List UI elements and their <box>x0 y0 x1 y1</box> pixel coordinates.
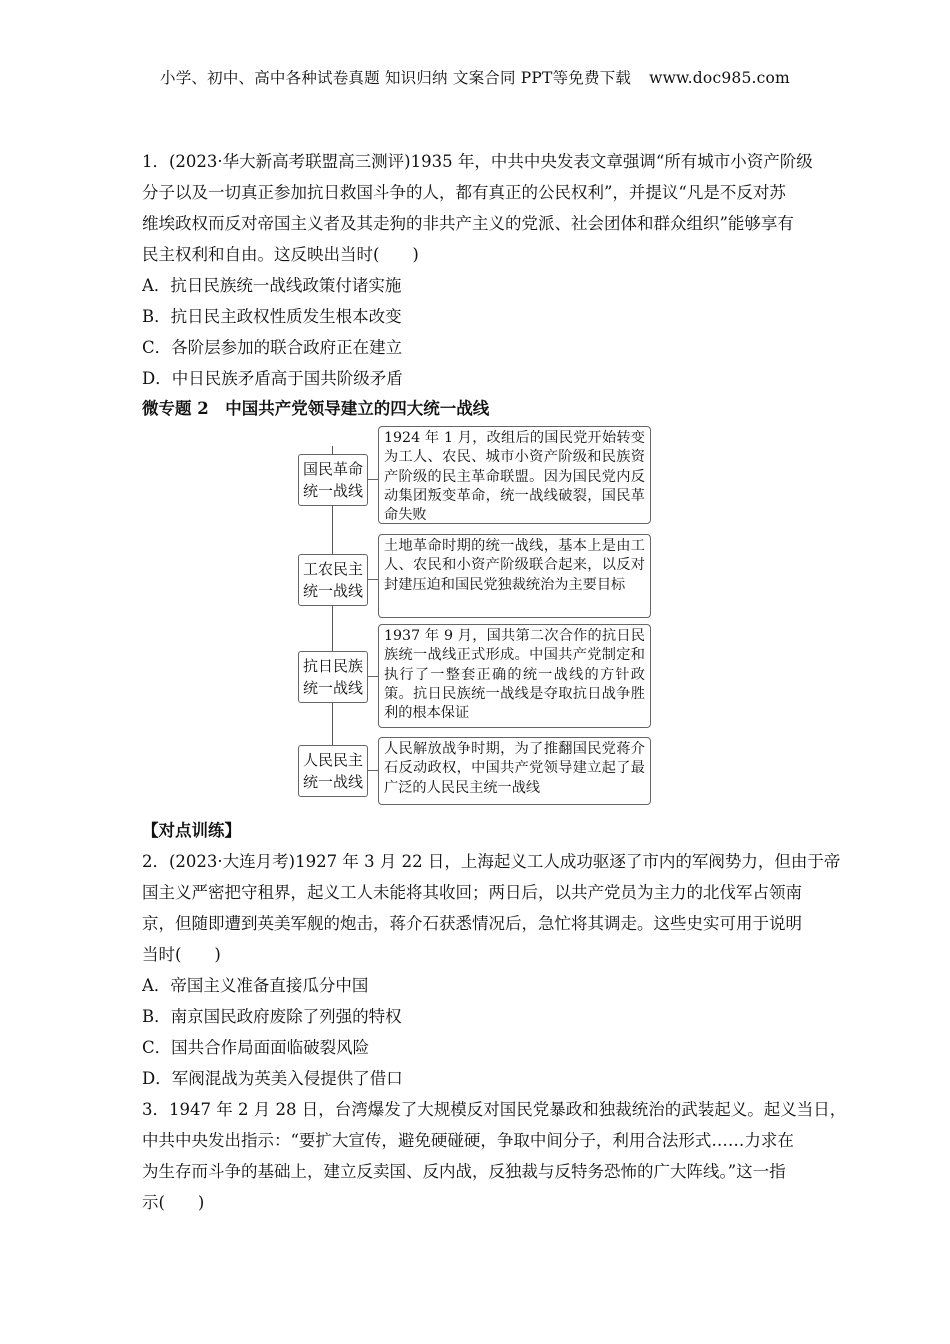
diagram-box-1: 1924 年 1 月，改组后的国民党开始转变为工人、农民、城市小资产阶级和民族资产阶级的民主革命联盟。因为国民党内反动集团叛变革命，统一战线破裂，国民革命失败 <box>378 426 651 524</box>
q1-option-d: D．中日民族矛盾高于国共阶级矛盾 <box>142 369 403 388</box>
diagram-box-3: 1937 年 9 月，国共第二次合作的抗日民族统一战线正式形成。中国共产党制定和执行了一整套正确的统一战线的方针政策。抗日民族统一战线是夺取抗日战争胜利的根本保证 <box>378 624 651 728</box>
header-site-link[interactable]: www.doc985.com <box>649 69 790 87</box>
q1-line-3: 维埃政权而反对帝国主义者及其走狗的非共产主义的党派、社会团体和群众组织”能够享有 <box>142 214 794 233</box>
diagram-box-4: 人民解放战争时期，为了推翻国民党蒋介石反动政权，中国共产党领导建立起了最广泛的人民民主统一战线 <box>378 737 651 805</box>
q3-line-4: 示( ) <box>142 1193 205 1212</box>
q2-line-1: 2．(2023·大连月考)1927 年 3 月 22 日，上海起义工人成功驱逐了市内的军阀势力，但由于帝 <box>142 852 841 871</box>
q2-line-2: 国主义严密把守租界，起义工人未能将其收回；两日后，以共产党员为主力的北伐军占领南 <box>142 883 802 902</box>
diagram-connector-3 <box>368 676 378 677</box>
training-title: 【对点训练】 <box>142 821 241 840</box>
q3-line-1: 3．1947 年 2 月 28 日，台湾爆发了大规模反对国民党暴政和独裁统治的武装起义。起义当日， <box>142 1100 847 1119</box>
page-header <box>0 66 950 88</box>
q3-line-2: 中共中央发出指示：“要扩大宣传，避免硬碰硬，争取中间分子，利用合法形式……力求在 <box>142 1131 794 1150</box>
diagram-label-3: 抗日民族统一战线 <box>298 651 368 703</box>
diagram-label-1: 国民革命统一战线 <box>298 454 368 506</box>
q1-line-1: 1．(2023·华大新高考联盟高三测评)1935 年，中共中央发表文章强调“所有城市小资产阶级 <box>142 152 813 171</box>
diagram-label-2: 工农民主统一战线 <box>298 554 368 606</box>
q2-line-4: 当时( ) <box>142 945 221 964</box>
q3-line-3: 为生存而斗争的基础上，建立反卖国、反内战，反独裁与反特务恐怖的广大阵线。”这一指 <box>142 1162 786 1181</box>
diagram-connector-4 <box>368 770 378 771</box>
q1-line-4: 民主权利和自由。这反映出当时( ) <box>142 245 419 264</box>
q1-line-2: 分子以及一切真正参加抗日救国斗争的人，都有真正的公民权利”，并提议“凡是不反对苏 <box>142 183 786 202</box>
q2-option-c: C．国共合作局面面临破裂风险 <box>142 1038 370 1057</box>
q2-option-a: A．帝国主义准备直接瓜分中国 <box>142 976 369 995</box>
q2-option-d: D．军阀混战为英美入侵提供了借口 <box>142 1069 403 1088</box>
header-text: 小学、初中、高中各种试卷真题 知识归纳 文案合同 PPT等免费下载 <box>160 69 632 87</box>
diagram-connector-2 <box>368 579 378 580</box>
united-front-diagram <box>296 424 656 808</box>
q1-option-a: A．抗日民族统一战线政策付诸实施 <box>142 276 402 295</box>
section-title: 微专题 2 中国共产党领导建立的四大统一战线 <box>142 399 490 418</box>
q2-option-b: B．南京国民政府废除了列强的特权 <box>142 1007 402 1026</box>
q2-line-3: 京，但随即遭到英美军舰的炮击，蒋介石获悉情况后，急忙将其调走。这些史实可用于说明 <box>142 914 802 933</box>
q1-option-b: B．抗日民主政权性质发生根本改变 <box>142 307 402 326</box>
q1-option-c: C．各阶层参加的联合政府正在建立 <box>142 338 403 357</box>
diagram-connector-1 <box>368 479 378 480</box>
diagram-label-4: 人民民主统一战线 <box>298 745 368 797</box>
diagram-box-2: 土地革命时期的统一战线，基本上是由工人、农民和小资产阶级联合起来，以反对封建压迫和国民党独裁统治为主要目标 <box>378 534 651 618</box>
